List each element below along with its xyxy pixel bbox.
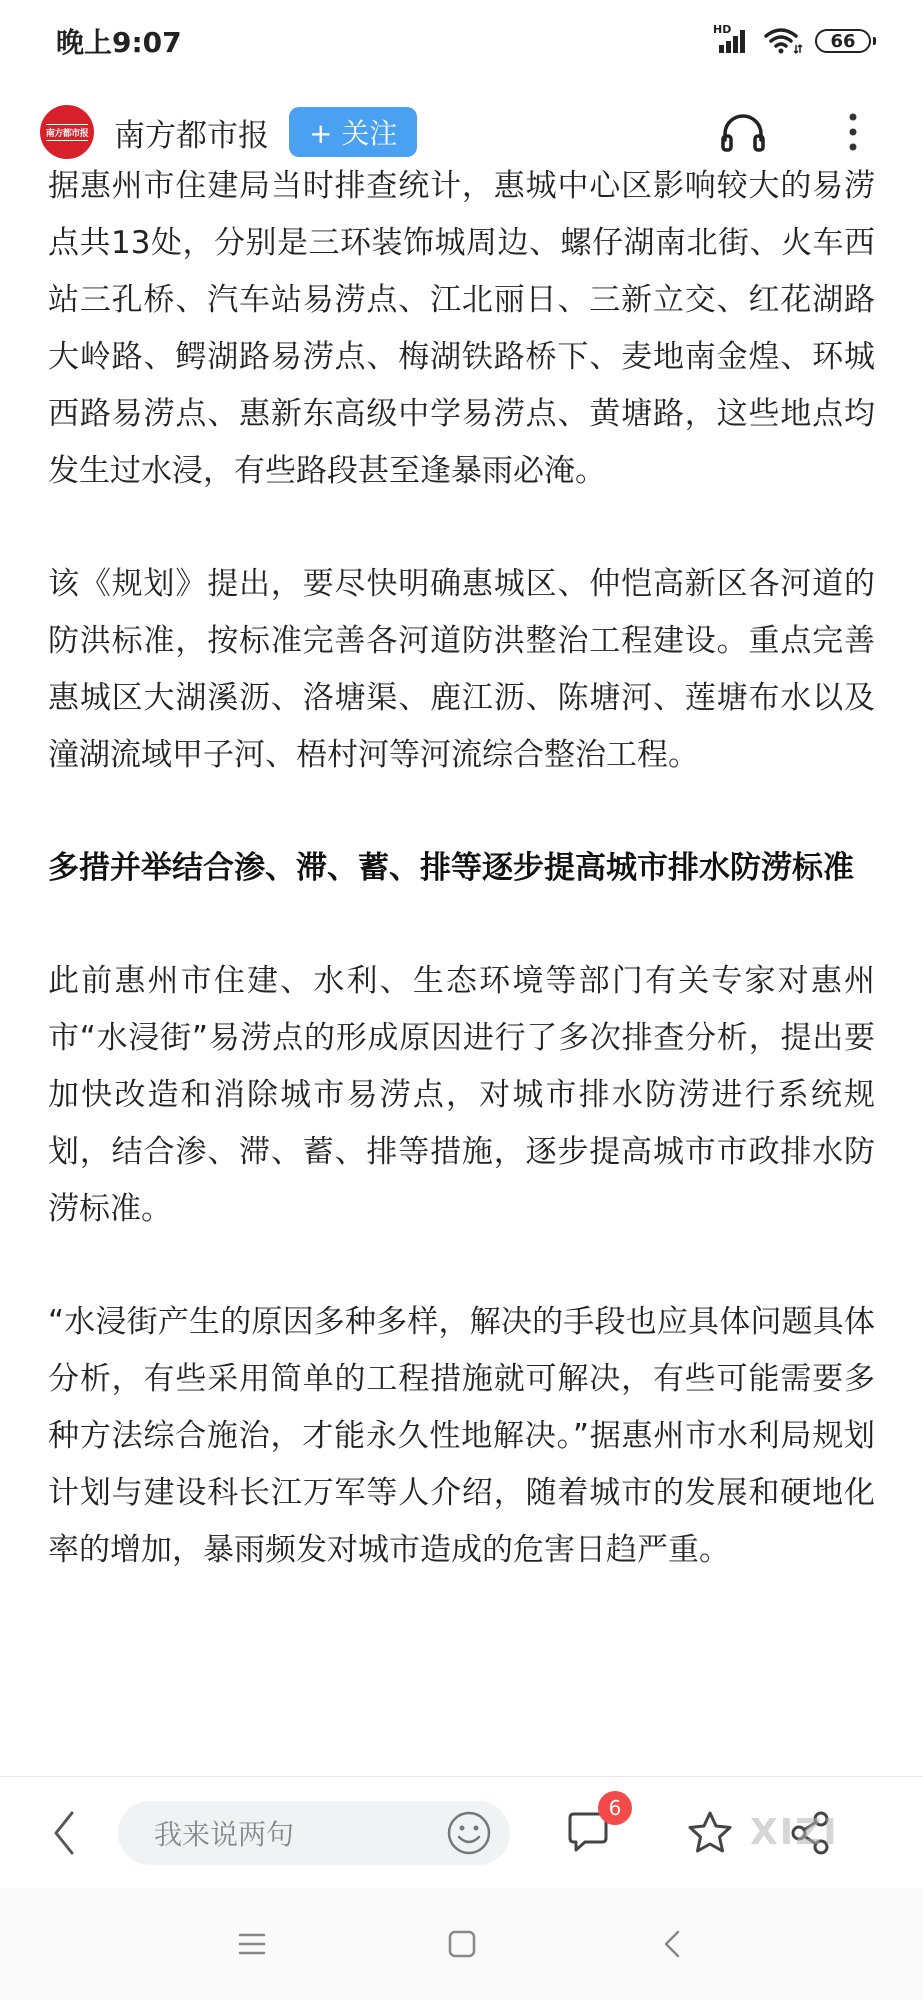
home-square-icon[interactable]: [432, 1914, 492, 1974]
follow-button[interactable]: + 关注: [289, 107, 417, 157]
publisher-logo-text: 南方都市报: [46, 124, 89, 141]
comment-placeholder: 我来说两句: [154, 1817, 295, 1851]
publisher-logo[interactable]: [40, 105, 94, 159]
status-bar: [0, 0, 923, 82]
headphones-icon[interactable]: [713, 102, 773, 162]
status-time: 晚上9:07: [56, 26, 182, 59]
article-body: [48, 158, 875, 1635]
nav-back-icon[interactable]: [642, 1914, 702, 1974]
battery-icon: [815, 29, 871, 53]
article-paragraph-1: 据惠州市住建局当时排查统计，惠城中心区影响较大的易涝点共13处，分别是三环装饰城周边、螺仔湖南北街、火车西站三孔桥、汽车站易涝点、江北丽日、三新立交、红花湖路大岭路、鳄湖路易涝点、梅湖铁路桥下、麦地南金煌、环城西路易涝点、惠新东高级中学易涝点、黄塘路，这些地点均发生过水浸，有些路段甚至逢暴雨必淹。: [48, 168, 875, 489]
comment-count-badge: 6: [598, 1791, 632, 1825]
watermark: XIZI: [750, 1812, 839, 1853]
back-arrow-icon[interactable]: [40, 1803, 88, 1863]
comment-icon[interactable]: [558, 1795, 622, 1863]
menu-icon[interactable]: [222, 1914, 282, 1974]
wifi-icon: [763, 27, 803, 55]
battery-level: 66: [830, 30, 856, 52]
network-label: HD: [713, 23, 732, 36]
publisher-name[interactable]: 南方都市报: [114, 117, 269, 154]
status-icons: [713, 23, 871, 55]
article-paragraph-4: “水浸街产生的原因多种多样，解决的手段也应具体问题具体分析，有些采用简单的工程措施就可解决，有些可能需要多种方法综合施治，才能永久性地解决。”据惠州市水利局规划计划与建设科长江万军等人介绍，随着城市的发展和硬地化率的增加，暴雨频发对城市造成的危害日趋严重。: [48, 1304, 875, 1568]
hd-signal-icon: [713, 23, 751, 55]
star-icon[interactable]: [680, 1803, 740, 1863]
article-paragraph-3: 此前惠州市住建、水利、生态环境等部门有关专家对惠州市“水浸街”易涝点的形成原因进行了多次排查分析，提出要加快改造和消除城市易涝点，对城市排水防涝进行系统规划，结合渗、滞、蓄、排等措施，逐步提高城市市政排水防涝标准。: [48, 963, 875, 1227]
article-paragraph-2: 该《规划》提出，要尽快明确惠城区、仲恺高新区各河道的防洪标准，按标准完善各河道防洪整治工程建设。重点完善惠城区大湖溪沥、洛塘渠、鹿江沥、陈塘河、莲塘布水以及潼湖流域甲子河、梧村河等河流综合整治工程。: [48, 566, 875, 773]
comment-input[interactable]: [118, 1801, 510, 1865]
system-nav-bar: [0, 1888, 923, 2000]
article-subheading: 多措并举结合渗、滞、蓄、排等逐步提高城市排水防涝标准: [48, 850, 854, 886]
more-vertical-icon[interactable]: [823, 102, 883, 162]
emoji-icon[interactable]: [444, 1808, 494, 1858]
